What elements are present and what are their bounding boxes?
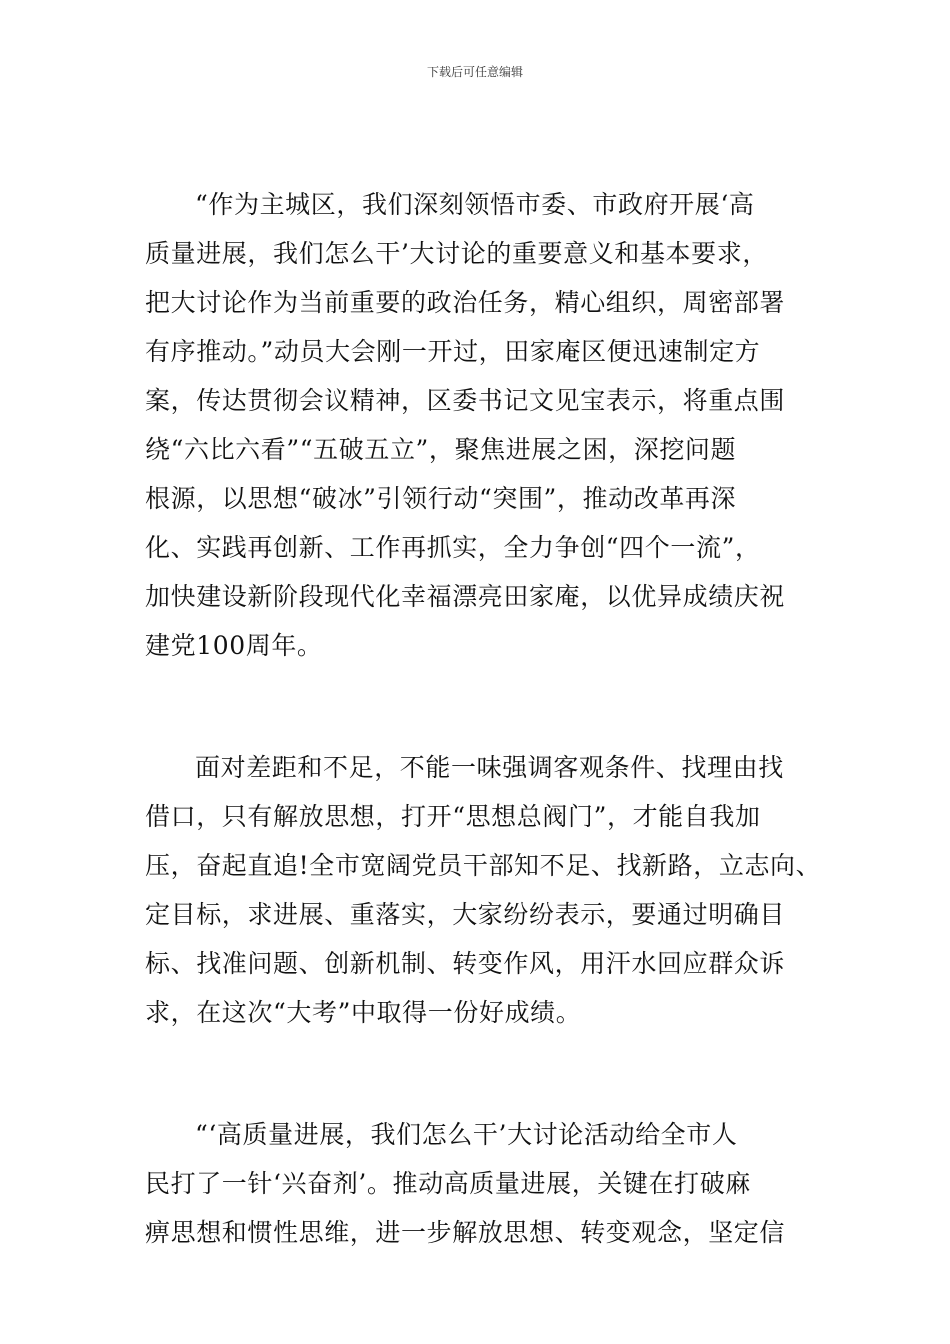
paragraph-line: 质量进展，我们怎么干’大讨论的重要意义和基本要求，	[145, 239, 768, 268]
paragraph-3	[145, 1110, 810, 1257]
document-body	[145, 180, 822, 1257]
paragraph-line: 加快建设新阶段现代化幸福漂亮田家庵，以优异成绩庆祝	[145, 582, 786, 611]
paragraph-line: 求，在这次“大考”中取得一份好成绩。	[145, 998, 582, 1027]
paragraph-line: 面对差距和不足，不能一味强调客观条件、找理由找	[195, 753, 784, 782]
paragraph-line: 把大讨论作为当前重要的政治任务，精心组织，周密部署	[145, 288, 786, 317]
paragraph-line: 定目标，求进展、重落实，大家纷纷表示，要通过明确目	[145, 900, 786, 929]
paragraph-line: 绕“六比六看”“五破五立”，聚焦进展之困，深挖问题	[145, 435, 737, 464]
paragraph-line: 案，传达贯彻会议精神，区委书记文见宝表示，将重点围	[145, 386, 786, 415]
paragraph-line: 根源，以思想“破冰”引领行动“突围”，推动改革再深	[145, 484, 737, 513]
paragraph-line: 化、实践再创新、工作再抓实，全力争创“四个一流”，	[145, 533, 761, 562]
paragraph-line: 民打了一针‘兴奋剂’。推动高质量进展，关键在打破麻	[145, 1169, 751, 1198]
paragraph-spacer	[145, 670, 810, 743]
paragraph-line: “‘高质量进展，我们怎么干’大讨论活动给全市人	[195, 1120, 738, 1149]
paragraph-line: 建党100周年。	[145, 631, 323, 660]
paragraph-line: 标、找准问题、创新机制、转变作风，用汗水回应群众诉	[145, 949, 786, 978]
paragraph-1	[145, 180, 810, 670]
paragraph-2	[145, 743, 822, 1037]
paragraph-line: “作为主城区，我们深刻领悟市委、市政府开展‘高	[195, 190, 755, 219]
paragraph-line: 压，奋起直追!全市宽阔党员干部知不足、找新路，立志向、	[145, 851, 822, 880]
paragraph-line: 借口，只有解放思想，打开“思想总阀门”，才能自我加	[145, 802, 761, 831]
page-header: 下载后可任意编辑	[426, 65, 523, 79]
paragraph-spacer	[145, 1037, 810, 1110]
paragraph-line: 痹思想和惯性思维，进一步解放思想、转变观念，坚定信	[145, 1218, 786, 1247]
paragraph-line: 有序推动。”动员大会刚一开过，田家庵区便迅速制定方	[145, 337, 761, 366]
